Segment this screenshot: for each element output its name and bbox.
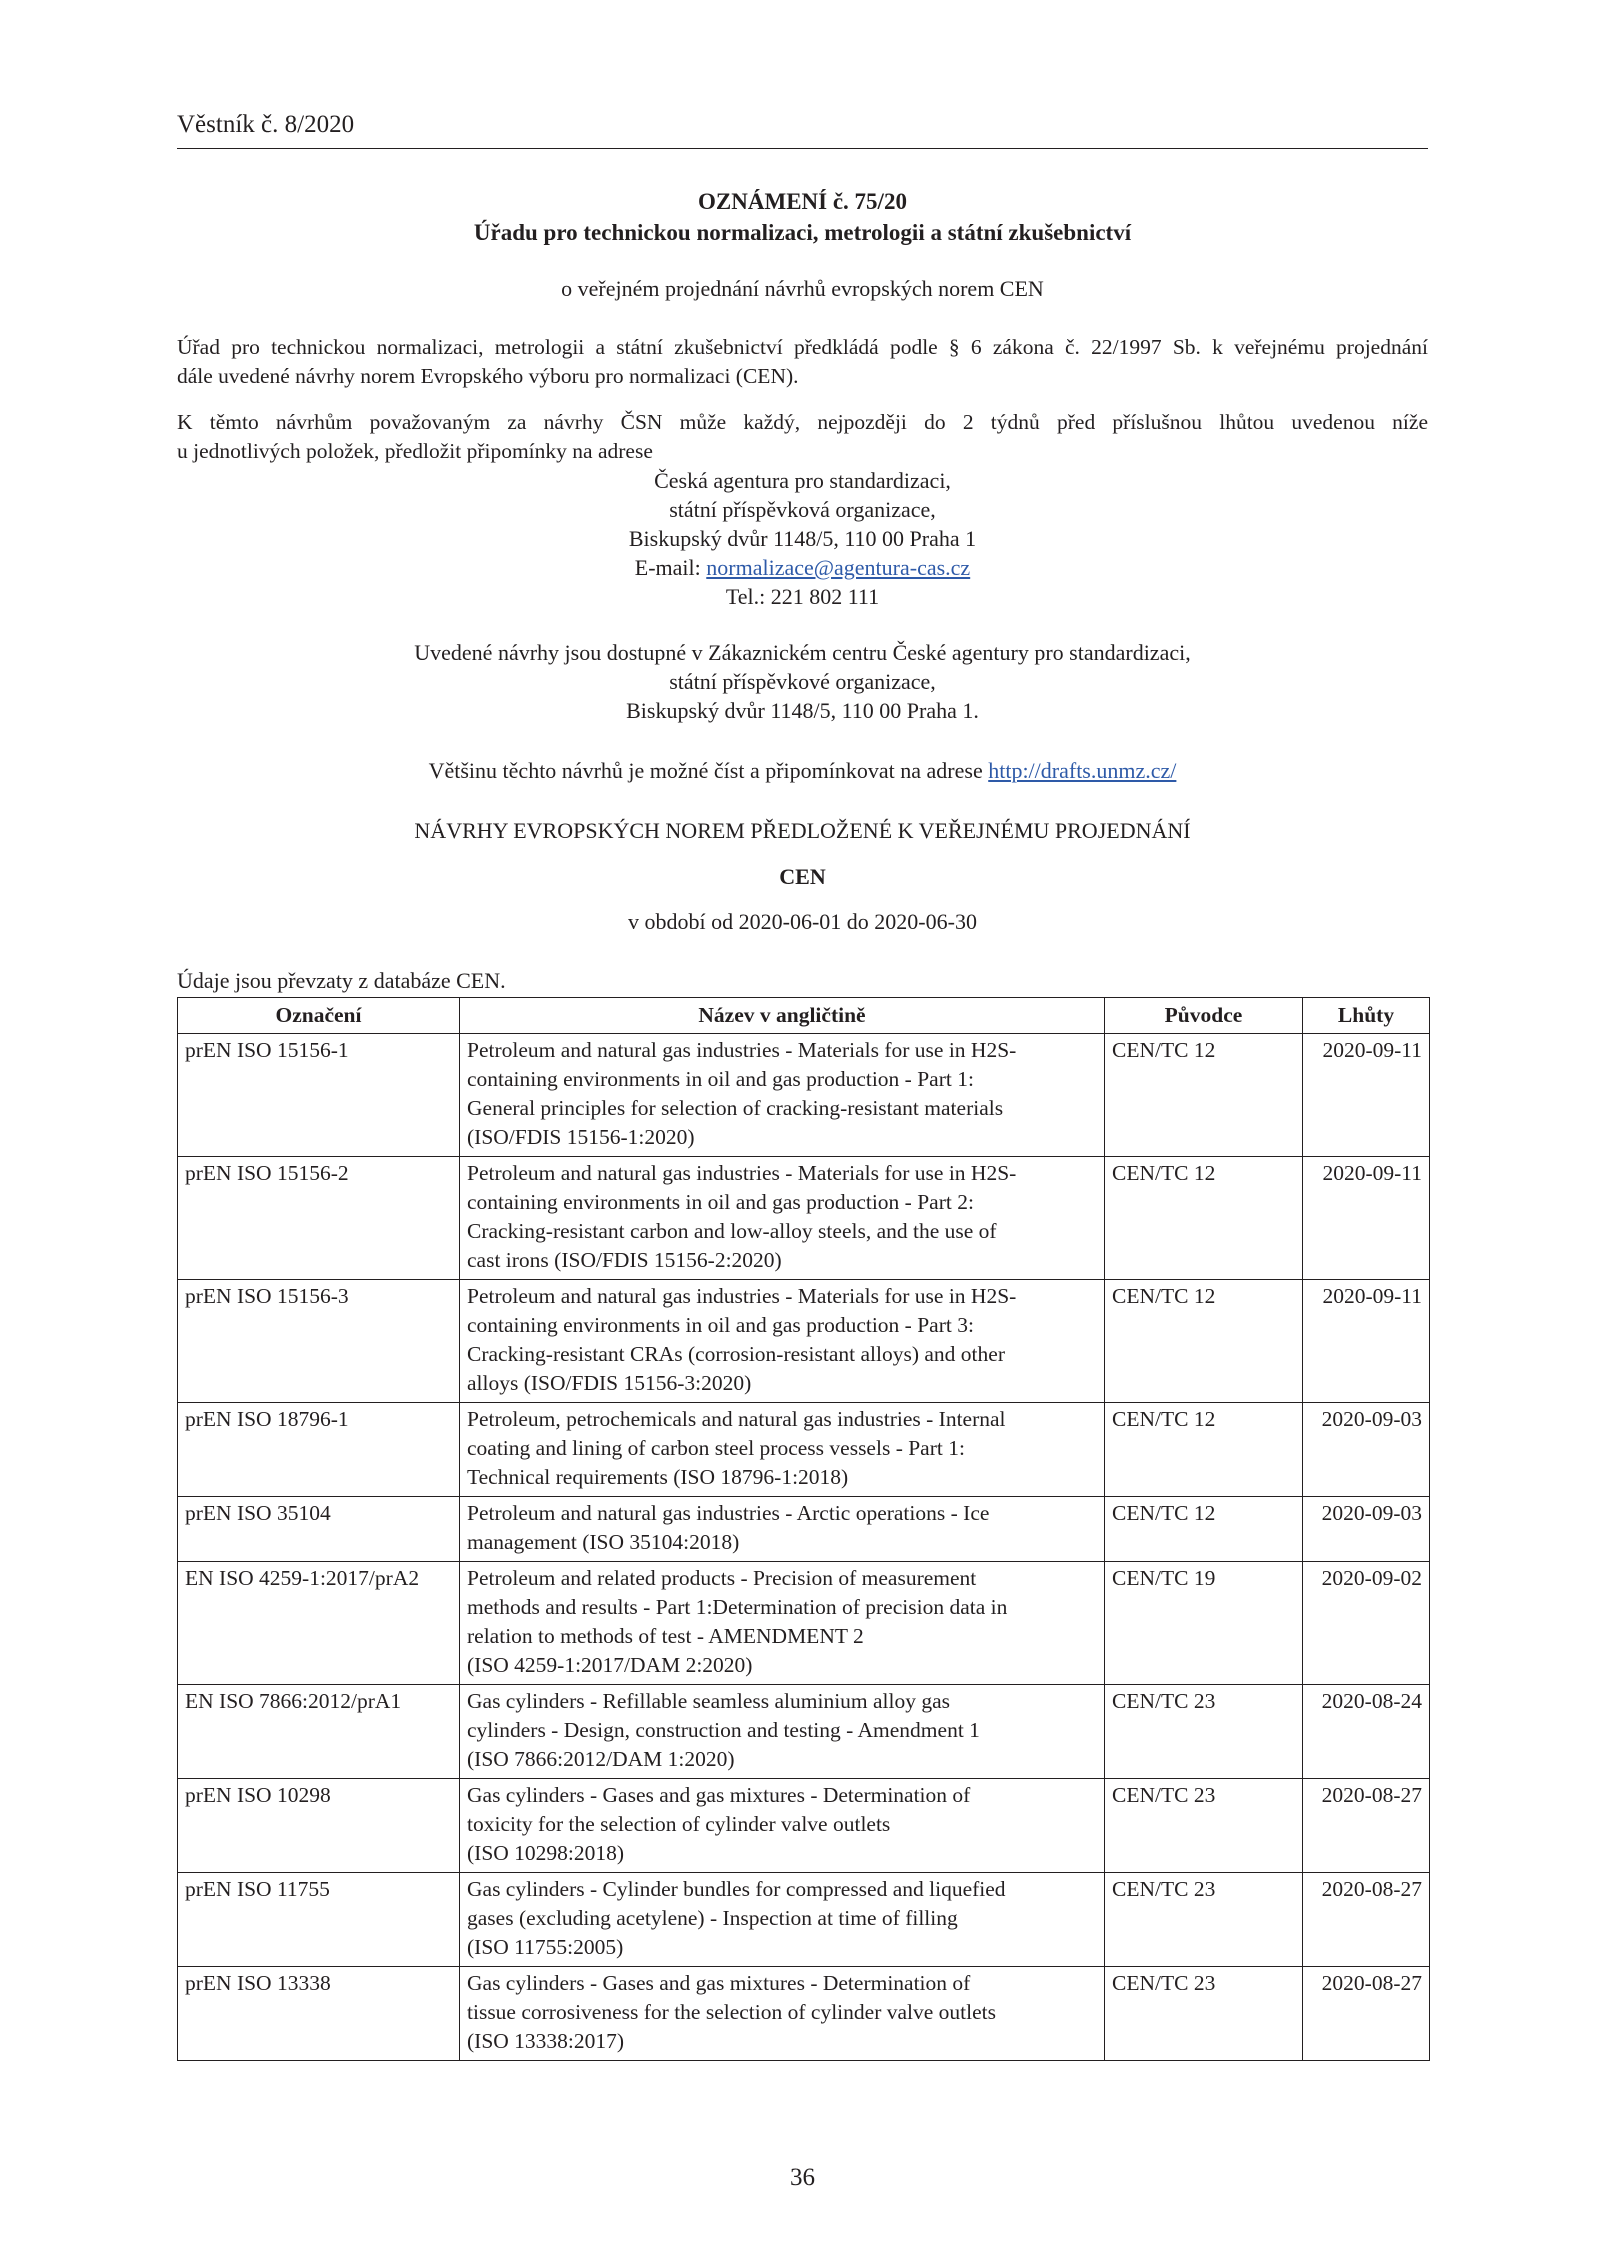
cell-originator: CEN/TC 23 [1105, 1873, 1303, 1967]
header-designation: Označení [178, 998, 460, 1034]
title-line: (ISO/FDIS 15156-1:2020) [467, 1125, 695, 1149]
cell-english-title [460, 1779, 1105, 1873]
title-line: (ISO 10298:2018) [467, 1841, 625, 1865]
contact-address [177, 466, 1428, 611]
table-row [178, 1280, 1430, 1403]
title-line: methods and results - Part 1:Determination of precision data in [467, 1595, 1008, 1619]
cell-designation: prEN ISO 10298 [178, 1779, 460, 1873]
table-row [178, 1562, 1430, 1685]
availability-block [177, 638, 1428, 725]
intro-paragraph [177, 333, 1428, 391]
cell-originator: CEN/TC 23 [1105, 1685, 1303, 1779]
table-row [178, 1685, 1430, 1779]
address-email-line [177, 553, 1428, 582]
cell-originator: CEN/TC 23 [1105, 1779, 1303, 1873]
cell-designation: prEN ISO 35104 [178, 1497, 460, 1562]
title-line: coating and lining of carbon steel process vessels - Part 1: [467, 1436, 965, 1460]
title-line: (ISO 7866:2012/DAM 1:2020) [467, 1747, 735, 1771]
cell-english-title [460, 1562, 1105, 1685]
cell-designation: prEN ISO 18796-1 [178, 1403, 460, 1497]
title-line: management (ISO 35104:2018) [467, 1530, 740, 1554]
header-deadline: Lhůty [1303, 998, 1430, 1034]
norms-table [177, 997, 1430, 2061]
drafts-link[interactable]: http://drafts.unmz.cz/ [988, 758, 1177, 783]
cell-deadline: 2020-08-24 [1303, 1685, 1430, 1779]
page-header [177, 112, 1428, 149]
title-line: alloys (ISO/FDIS 15156-3:2020) [467, 1371, 752, 1395]
title-line: Gas cylinders - Gases and gas mixtures - Determination of [467, 1971, 971, 1995]
cell-english-title [460, 1280, 1105, 1403]
cell-designation: prEN ISO 15156-2 [178, 1157, 460, 1280]
table-row [178, 1157, 1430, 1280]
title-line: Petroleum and natural gas industries - Materials for use in H2S- [467, 1284, 1017, 1308]
title-line: Petroleum and natural gas industries - Materials for use in H2S- [467, 1161, 1017, 1185]
title-line: (ISO 11755:2005) [467, 1935, 624, 1959]
title-line: toxicity for the selection of cylinder valve outlets [467, 1812, 891, 1836]
drafts-text: Většinu těchto návrhů je možné číst a připomínkovat na adrese [428, 758, 989, 783]
drafts-line [177, 757, 1428, 785]
title-line: General principles for selection of cracking-resistant materials [467, 1096, 1004, 1120]
cell-designation: prEN ISO 15156-3 [178, 1280, 460, 1403]
cell-originator: CEN/TC 12 [1105, 1034, 1303, 1157]
section-period: v období od 2020-06-01 do 2020-06-30 [628, 909, 977, 934]
cell-deadline: 2020-08-27 [1303, 1967, 1430, 2061]
title-line: Gas cylinders - Refillable seamless aluminium alloy gas [467, 1689, 951, 1713]
title-line: containing environments in oil and gas production - Part 1: [467, 1067, 974, 1091]
title-line: containing environments in oil and gas production - Part 3: [467, 1313, 974, 1337]
title-line: Gas cylinders - Cylinder bundles for compressed and liquefied [467, 1877, 1006, 1901]
availability-line-1: Uvedené návrhy jsou dostupné v Zákaznickém centru České agentury pro standardizaci, [414, 640, 1191, 665]
comments-paragraph [177, 408, 1428, 466]
title-line: Gas cylinders - Gases and gas mixtures - Determination of [467, 1783, 971, 1807]
source-note: Údaje jsou převzaty z databáze CEN. [177, 968, 506, 993]
cell-english-title [460, 1873, 1105, 1967]
title-line: Petroleum, petrochemicals and natural gas industries - Internal [467, 1407, 1006, 1431]
email-label: E-mail: [634, 555, 707, 580]
title-line: Cracking-resistant carbon and low-alloy steels, and the use of [467, 1219, 997, 1243]
title-line: (ISO 13338:2017) [467, 2029, 625, 2053]
address-street: Biskupský dvůr 1148/5, 110 00 Praha 1 [628, 526, 977, 551]
section-heading: NÁVRHY EVROPSKÝCH NOREM PŘEDLOŽENÉ K VEŘEJNÉMU PROJEDNÁNÍ [414, 818, 1191, 843]
title-line: Cracking-resistant CRAs (corrosion-resistant alloys) and other [467, 1342, 1005, 1366]
title-line: (ISO 4259-1:2017/DAM 2:2020) [467, 1653, 753, 1677]
availability-line-2: státní příspěvkové organizace, [669, 669, 936, 694]
table-row [178, 1779, 1430, 1873]
table-header-row [178, 998, 1430, 1034]
title-line: Technical requirements (ISO 18796-1:2018) [467, 1465, 849, 1489]
title-line: Petroleum and natural gas industries - Materials for use in H2S- [467, 1038, 1017, 1062]
title-line: relation to methods of test - AMENDMENT 2 [467, 1624, 864, 1648]
cell-english-title [460, 1034, 1105, 1157]
cell-deadline: 2020-09-02 [1303, 1562, 1430, 1685]
cell-deadline: 2020-08-27 [1303, 1873, 1430, 1967]
title-line: containing environments in oil and gas production - Part 2: [467, 1190, 974, 1214]
intro-line-2: dále uvedené návrhy norem Evropského výboru pro normalizaci (CEN). [177, 364, 799, 388]
table-row [178, 1034, 1430, 1157]
announcement-office: Úřadu pro technickou normalizaci, metrologii a státní zkušebnictví [473, 220, 1132, 245]
announcement-title-block [177, 186, 1428, 248]
cell-deadline: 2020-08-27 [1303, 1779, 1430, 1873]
address-phone: Tel.: 221 802 111 [725, 584, 880, 609]
table-row [178, 1873, 1430, 1967]
cell-deadline: 2020-09-11 [1303, 1157, 1430, 1280]
norms-table-body [178, 1034, 1430, 2061]
table-row [178, 1497, 1430, 1562]
cell-originator: CEN/TC 12 [1105, 1403, 1303, 1497]
title-line: tissue corrosiveness for the selection of cylinder valve outlets [467, 2000, 996, 2024]
cell-english-title [460, 1967, 1105, 2061]
cell-deadline: 2020-09-11 [1303, 1034, 1430, 1157]
cell-designation: EN ISO 7866:2012/prA1 [178, 1685, 460, 1779]
cell-designation: prEN ISO 13338 [178, 1967, 460, 2061]
page-number: 36 [790, 2164, 815, 2191]
cell-deadline: 2020-09-03 [1303, 1403, 1430, 1497]
cell-originator: CEN/TC 12 [1105, 1157, 1303, 1280]
table-row [178, 1403, 1430, 1497]
cell-originator: CEN/TC 12 [1105, 1497, 1303, 1562]
comments-line-2: u jednotlivých položek, předložit připomínky na adrese [177, 439, 653, 463]
email-link[interactable]: normalizace@agentura-cas.cz [706, 555, 971, 580]
journal-issue: Věstník č. 8/2020 [177, 111, 355, 138]
header-originator: Původce [1105, 998, 1303, 1034]
cell-english-title [460, 1157, 1105, 1280]
title-line: cylinders - Design, construction and testing - Amendment 1 [467, 1718, 980, 1742]
intro-line-1: Úřad pro technickou normalizaci, metrologii a státní zkušebnictví předkládá podle § 6 zákona č. 22/1997 Sb. k veřejnému projednání [177, 335, 1428, 359]
cell-originator: CEN/TC 12 [1105, 1280, 1303, 1403]
cell-designation: prEN ISO 15156-1 [178, 1034, 460, 1157]
cell-designation: prEN ISO 11755 [178, 1873, 460, 1967]
title-line: gases (excluding acetylene) - Inspection at time of filling [467, 1906, 958, 1930]
table-row [178, 1967, 1430, 2061]
address-org: Česká agentura pro standardizaci, [654, 468, 951, 493]
cell-originator: CEN/TC 19 [1105, 1562, 1303, 1685]
announcement-subject: o veřejném projednání návrhů evropských norem CEN [561, 276, 1044, 301]
title-line: Petroleum and related products - Precision of measurement [467, 1566, 977, 1590]
header-english-title: Název v angličtině [460, 998, 1105, 1034]
comments-line-1: K těmto návrhům považovaným za návrhy ČSN může každý, nejpozději do 2 týdnů před příslušnou lhůtou uvedenou níže [177, 410, 1428, 434]
announcement-title: OZNÁMENÍ č. 75/20 [698, 189, 907, 214]
address-type: státní příspěvková organizace, [669, 497, 936, 522]
cell-deadline: 2020-09-11 [1303, 1280, 1430, 1403]
section-body: CEN [779, 864, 826, 889]
cell-designation: EN ISO 4259-1:2017/prA2 [178, 1562, 460, 1685]
title-line: cast irons (ISO/FDIS 15156-2:2020) [467, 1248, 782, 1272]
cell-english-title [460, 1685, 1105, 1779]
cell-deadline: 2020-09-03 [1303, 1497, 1430, 1562]
cell-originator: CEN/TC 23 [1105, 1967, 1303, 2061]
cell-english-title [460, 1403, 1105, 1497]
cell-english-title [460, 1497, 1105, 1562]
availability-line-3: Biskupský dvůr 1148/5, 110 00 Praha 1. [626, 698, 979, 723]
title-line: Petroleum and natural gas industries - Arctic operations - Ice [467, 1501, 990, 1525]
